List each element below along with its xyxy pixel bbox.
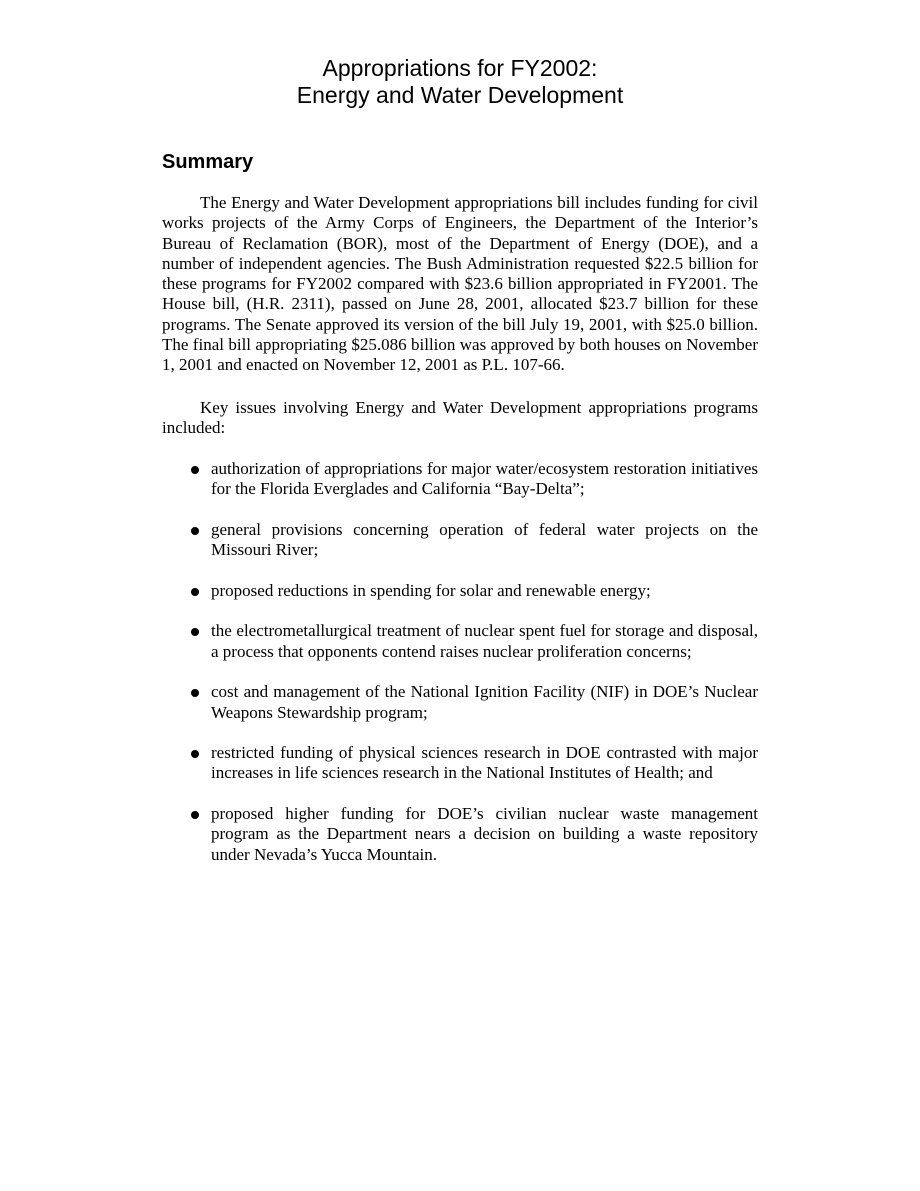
key-issues-list [162,459,758,885]
bullet-icon [191,466,199,474]
title-line-2: Energy and Water Development [296,82,624,108]
bullet-icon [191,527,199,535]
list-item [162,804,758,865]
list-item-text: proposed higher funding for DOE’s civilian nuclear waste management program as the Department nears a decision on building a waste repository under Nevada’s Yucca Mountain. [211,804,758,864]
bullet-icon [191,750,199,758]
list-item-text: proposed reductions in spending for solar and renewable energy; [211,580,651,600]
list-item [162,682,758,723]
title-line-1: Appropriations for FY2002: [322,55,598,81]
list-item-text: the electrometallurgical treatment of nuclear spent fuel for storage and disposal, a process that opponents contend raises nuclear proliferation concerns; [211,621,758,661]
bullet-icon [191,811,199,819]
summary-paragraph-1: The Energy and Water Development appropriations bill includes funding for civil works projects of the Army Corps of Engineers, the Department of the Interior’s Bureau of Reclamation (BOR), most of the Department of Energy (DOE), and a number of independent agencies. The Bush Administration requested $22.5 billion for these programs for FY2002 compared with $23.6 billion appropriated in FY2001. The House bill, (H.R. 2311), passed on June 28, 2001, allocated $23.7 billion for these programs. The Senate approved its version of the bill July 19, 2001, with $25.0 billion. The final bill appropriating $25.086 billion was approved by both houses on November 1, 2001 and enacted on November 12, 2001 as P.L. 107-66. [162,193,758,375]
bullet-icon [191,628,199,636]
bullet-icon [191,689,199,697]
list-item [162,459,758,500]
list-item-text: authorization of appropriations for major water/ecosystem restoration initiatives for the Florida Everglades and California “Bay-Delta”; [211,459,758,499]
section-heading-summary: Summary [162,151,254,173]
document-title [0,55,920,109]
list-item-text: cost and management of the National Ignition Facility (NIF) in DOE’s Nuclear Weapons Stewardship program; [211,682,758,722]
summary-paragraph-2: Key issues involving Energy and Water Development appropriations programs included: [162,398,758,438]
list-item [162,621,758,662]
list-item-text: restricted funding of physical sciences research in DOE contrasted with major increases in life sciences research in the National Institutes of Health; and [211,743,758,783]
list-item [162,520,758,561]
list-item-text: general provisions concerning operation of federal water projects on the Missouri River; [211,519,758,560]
list-item [162,743,758,784]
bullet-icon [191,588,199,596]
list-item [162,581,758,601]
